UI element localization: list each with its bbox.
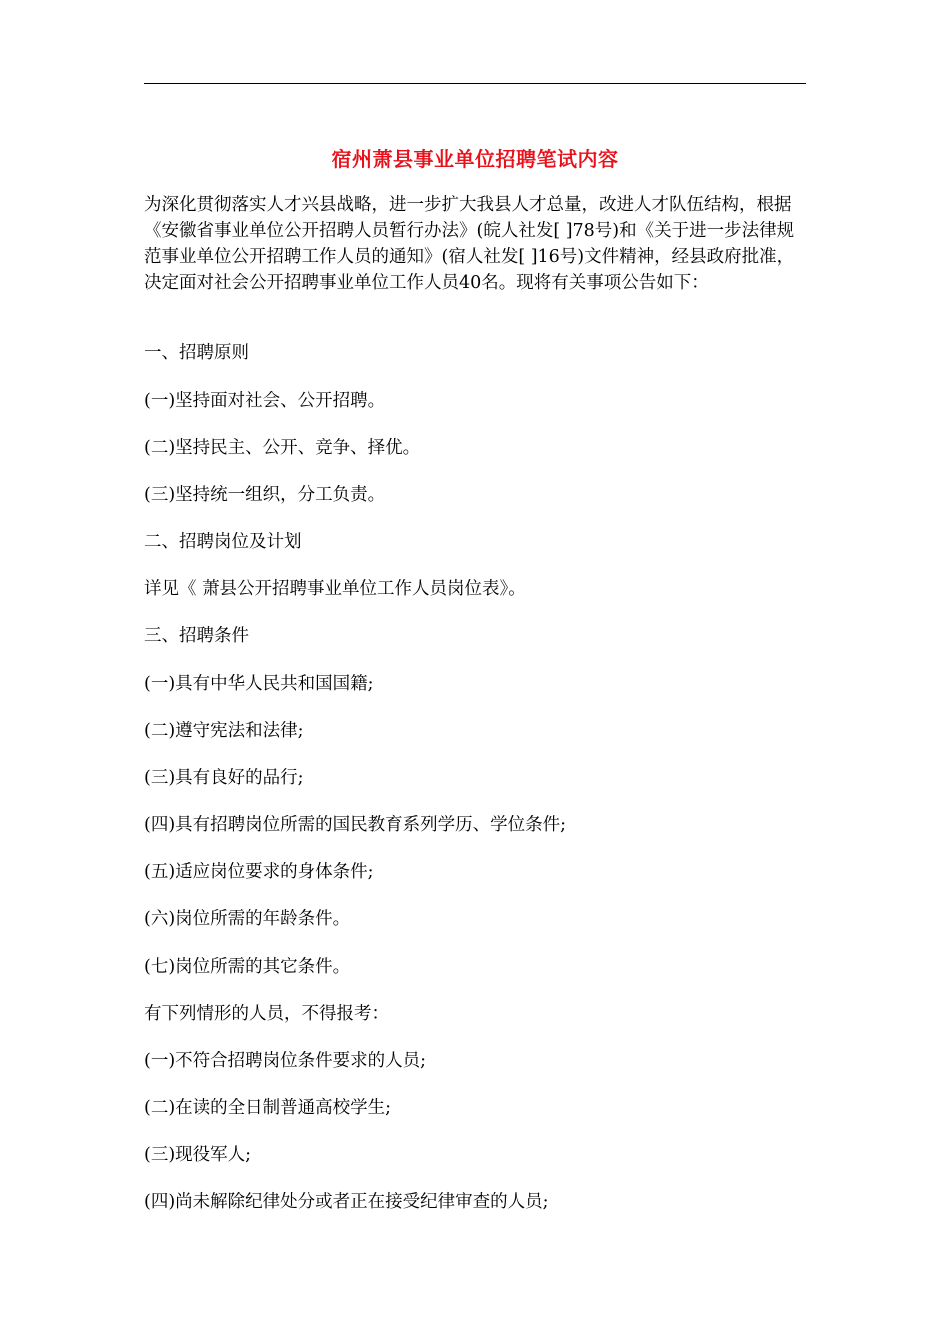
list-item: (三)具有良好的品行; [144, 768, 304, 788]
exclusion-heading: 有下列情形的人员，不得报考： [144, 1004, 389, 1024]
list-item: (一)具有中华人民共和国国籍; [144, 674, 374, 694]
document-title: 宿州萧县事业单位招聘笔试内容 [331, 147, 619, 171]
list-item: 详见《 萧县公开招聘事业单位工作人员岗位表》。 [144, 579, 526, 599]
list-item: (七)岗位所需的其它条件。 [144, 957, 351, 977]
list-item: (二)坚持民主、公开、竞争、择优。 [144, 438, 421, 458]
header-rule [144, 83, 806, 84]
list-item: (四)尚未解除纪律处分或者正在接受纪律审查的人员; [144, 1192, 549, 1212]
section-heading-positions: 二、招聘岗位及计划 [144, 532, 302, 552]
list-item: (六)岗位所需的年龄条件。 [144, 909, 351, 929]
list-item: (三)现役军人; [144, 1145, 252, 1165]
list-item: (三)坚持统一组织，分工负责。 [144, 485, 386, 505]
list-item: (五)适应岗位要求的身体条件; [144, 862, 374, 882]
intro-paragraph: 为深化贯彻落实人才兴县战略，进一步扩大我县人才总量，改进人才队伍结构，根据《安徽省事业单位公开招聘人员暂行办法》(皖人社发[ ]78号)和《关于进一步法律规范事业单位公开招聘工作人员的通知》(宿人社发[ ]16号)文件精神，经县政府批准，决定面对社会公开招聘事业单位工作人员40名。现将有关事项公告如下： [144, 195, 795, 293]
section-heading-conditions: 三、招聘条件 [144, 626, 249, 646]
list-item: (二)遵守宪法和法律; [144, 721, 304, 741]
section-heading-principles: 一、招聘原则 [144, 343, 249, 363]
list-item: (一)坚持面对社会、公开招聘。 [144, 391, 386, 411]
list-item: (四)具有招聘岗位所需的国民教育系列学历、学位条件; [144, 815, 567, 835]
list-item: (二)在读的全日制普通高校学生; [144, 1098, 392, 1118]
list-item: (一)不符合招聘岗位条件要求的人员; [144, 1051, 427, 1071]
